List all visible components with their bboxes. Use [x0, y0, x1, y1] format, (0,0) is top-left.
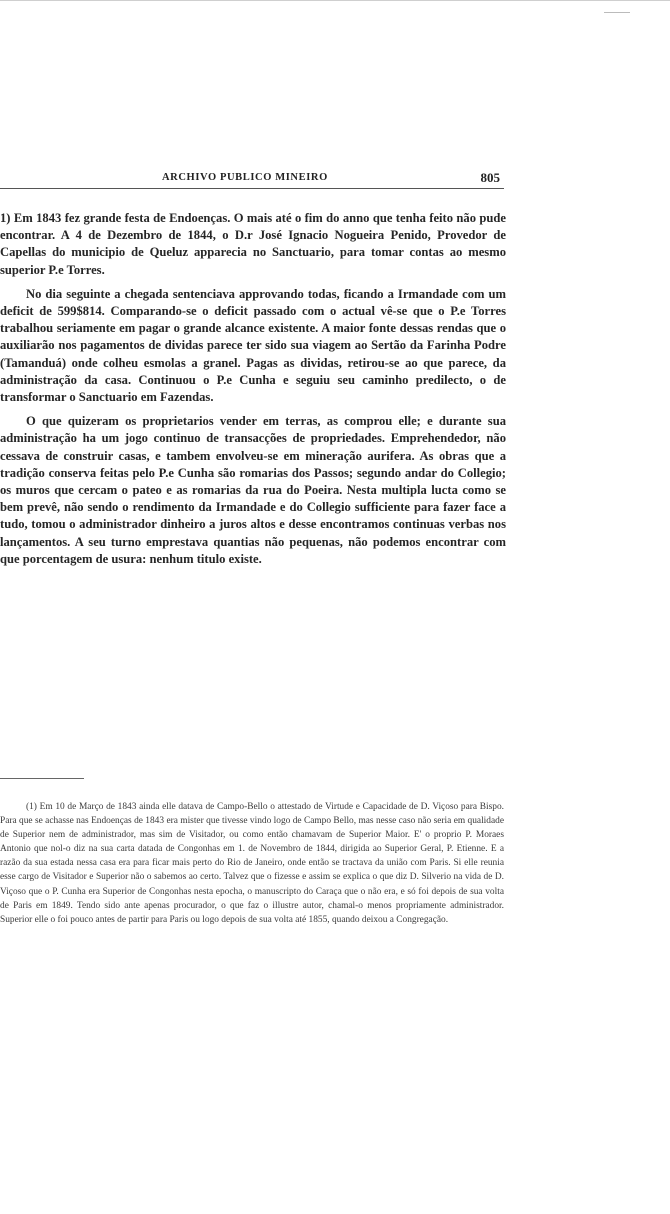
paragraph-3: O que quizeram os proprietarios vender em terras, as comprou elle; e durante sua administração ha um jogo continuo de transacções de propriedades. Emprehendedor, não cessava de construir casas, e tambem envolveu-se em mineração aurifera. As obras que a tradição conserva feitas pelo P.e Cunha são romarias dos Passos; segundo andar do Collegio; os muros que cercam o pateo e as romarias da rua do Poeira. Nesta multipla lucta como se bem prevê, não sendo o rendimento da Irmandade e do Collegio sufficiente para fazer face a tudo, tomou o administrador dinheiro a juros altos e desse encontramos continuas verbas nos lançamentos. A seu turno emprestava quantias não pequenas, não podemos encontrar com que porcentagem de usura: nenhum titulo existe. [0, 414, 506, 566]
running-header [0, 172, 500, 192]
paragraph-1: 1) Em 1843 fez grande festa de Endoenças. O mais até o fim do anno que tenha feito não pude encontrar. A 4 de Dezembro de 1844, o D.r José Ignacio Nogueira Penido, Provedor de Capellas do municipio de Queluz apparecia no Sanctuario, para tomar contas ao mesmo superior P.e Torres. [0, 211, 506, 277]
body-text [0, 210, 506, 575]
header-rule [0, 188, 504, 189]
scan-top-edge [0, 0, 670, 1]
footnote-1: (1) Em 10 de Março de 1843 ainda elle datava de Campo-Bello o attestado de Virtude e Capacidade de D. Viçoso para Bispo. Para que se achasse nas Endoenças de 1843 era mister que tivesse vindo logo de Campo Bello, mas nesse caso não seria em qualidade de Superior nem de administrador, mas sim de Visitador, ou como então chamavam de Superior Maior. E' o proprio P. Moraes Antonio que nol-o diz na sua carta datada de Congonhas em 1. de Novembro de 1844, dirigida ao Superior Geral, P. Etienne. E a razão da sua estada nessa casa era para ficar mais perto do Rio de Janeiro, onde então se tractava da união com Paris. Si elle reunia esse cargo de Visitador e Superior não o sabemos ao certo. Talvez que o fizesse e assim se explica o que diz D. Silverio na vida de D. Viçoso que o P. Cunha era Superior de Congonhas nesta epocha, o manuscripto do Caraça que o não era, e só foi depois de sua volta de Paris em 1849. Tendo sido ante apenas procurador, o que faz o illustre autor, chamal-o menos propriamente administrador. Superior elle o foi pouco antes de partir para Paris ou logo depois de sua volta até 1855, quando deixou a Congregação. [0, 802, 504, 925]
running-title: ARCHIVO PUBLICO MINEIRO [162, 172, 328, 183]
paragraph-2: No dia seguinte a chegada sentenciava approvando todas, ficando a Irmandade com um deficit de 599$814. Comparando-se o deficit passado com o actual vê-se que o P.e Torres trabalhou seriamente em pagar o grande alcance existente. A maior fonte dessas rendas que o auxiliarão nos pagamentos de dividas parece ter sido sua viagem ao Sertão da Farinha Podre (Tamanduá) onde colheu esmolas a granel. Pagas as dividas, retirou-se ao que parece, da administração da casa. Continuou o P.e Cunha e seguiu seu caminho predilecto, o de transformar o Sanctuario em Fazendas. [0, 286, 506, 405]
scan-mark [604, 12, 630, 13]
footnote-rule [0, 778, 84, 779]
page-number: 805 [480, 170, 500, 185]
footnotes [0, 800, 504, 927]
